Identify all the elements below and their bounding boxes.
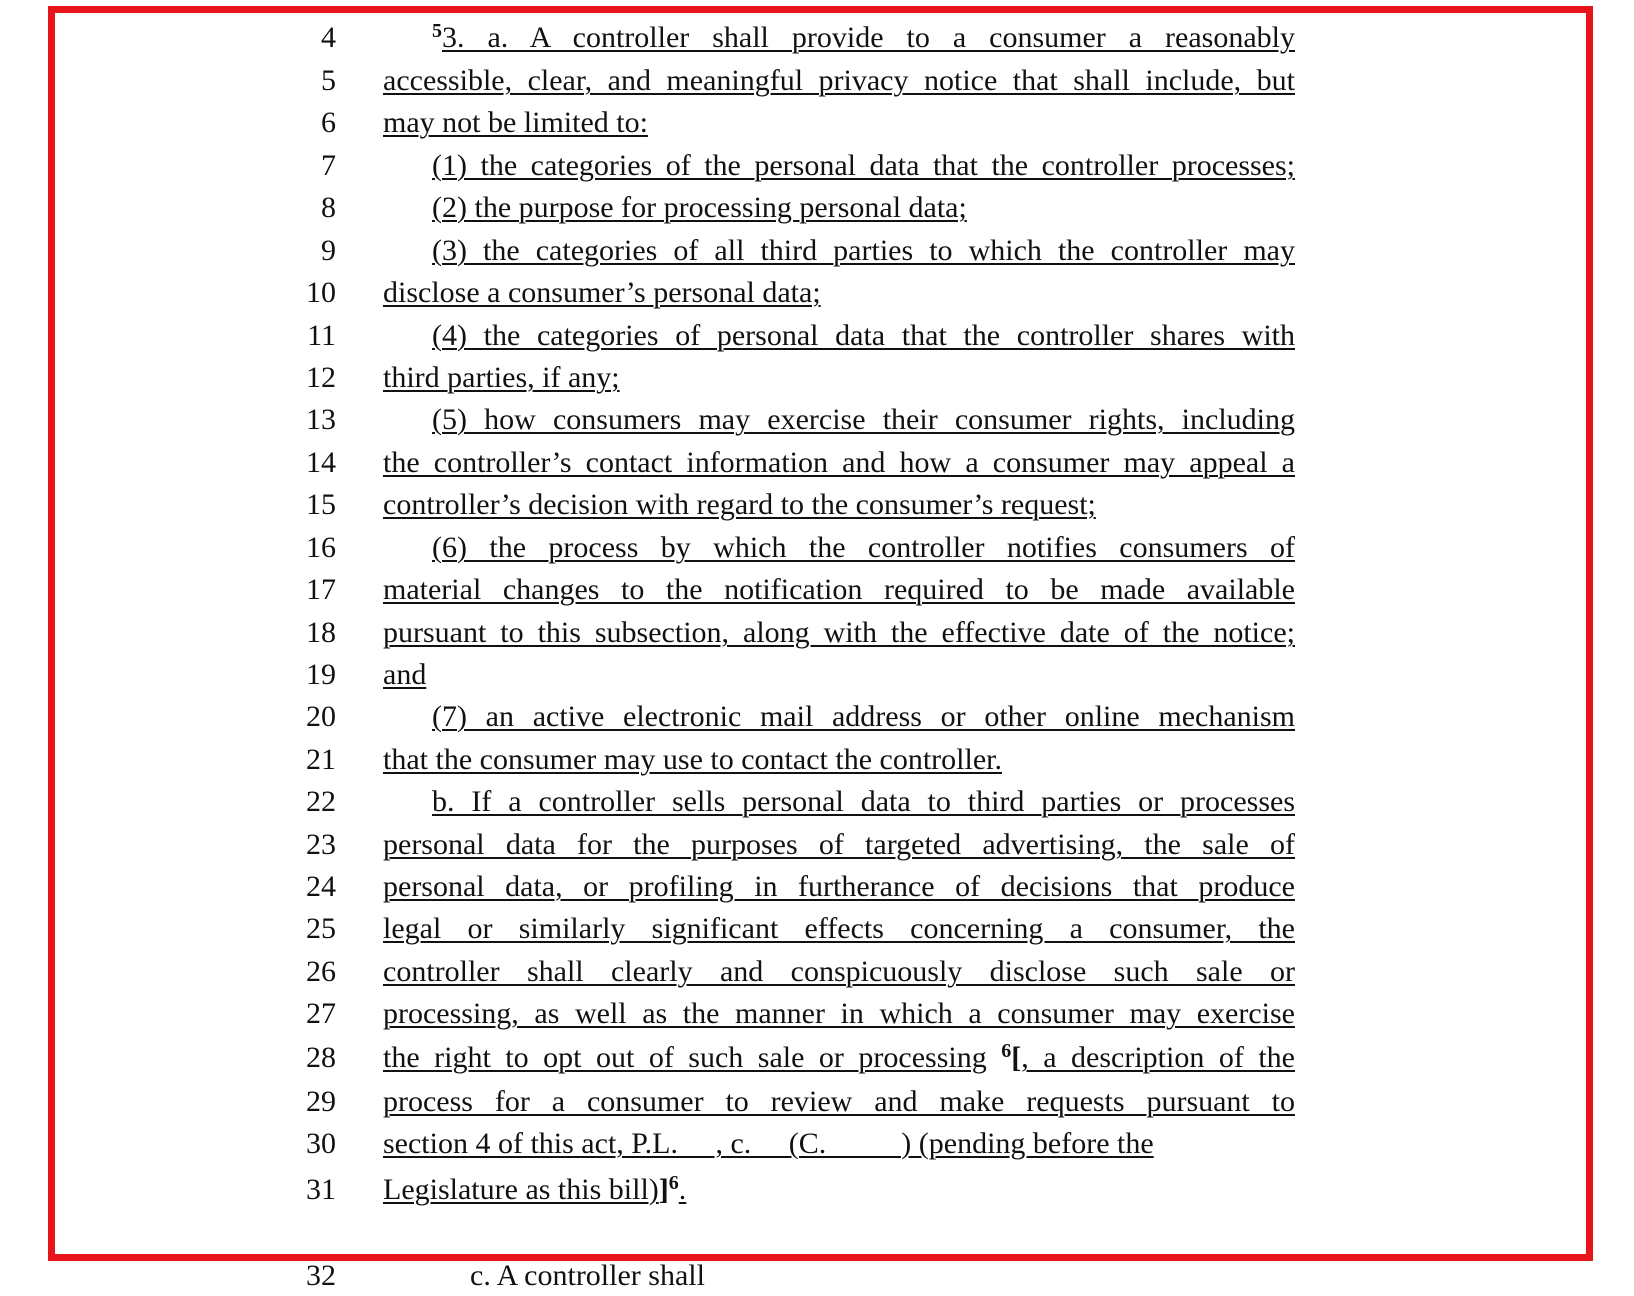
line-19 [0, 655, 1634, 699]
line-number: 22 [306, 785, 336, 818]
line-text: and [383, 658, 427, 691]
line-27 [0, 994, 1634, 1038]
line-32-cutoff [280, 1256, 336, 1292]
line-text: the right to opt out of such sale or processing $^6$[, a description of the [383, 1040, 1295, 1074]
line-number: 12 [306, 361, 336, 394]
line-text: the controller’s contact information and how a consumer may appeal a [383, 446, 1295, 479]
line-text: personal data, or profiling in furtherance of decisions that produce [383, 870, 1295, 903]
line-29 [0, 1082, 1634, 1126]
line-text: controller shall clearly and conspicuously disclose such sale or [383, 955, 1295, 988]
amendment-marker: 6 [1001, 1040, 1012, 1062]
line-text: third parties, if any; [383, 361, 620, 394]
line-12 [0, 358, 1634, 402]
line-number: 24 [306, 870, 336, 903]
line-text: legal or similarly significant effects concerning a consumer, the [383, 912, 1295, 945]
line-text: (5) how consumers may exercise their consumer rights, including [432, 403, 1295, 436]
line-4 [0, 18, 1634, 62]
line-number: 26 [306, 955, 336, 988]
line-text: may not be limited to: [383, 106, 648, 139]
line-26 [0, 952, 1634, 996]
line-30 [0, 1124, 1634, 1168]
line-21 [0, 740, 1634, 784]
line-number: 8 [321, 191, 336, 224]
line-24 [0, 867, 1634, 911]
line-16 [0, 528, 1634, 572]
line-text: (7) an active electronic mail address or other online mechanism [432, 700, 1295, 733]
line-20 [0, 697, 1634, 741]
line-text: that the consumer may use to contact the controller. [383, 743, 1002, 776]
line-31 [0, 1170, 1634, 1214]
line-text: (2) the purpose for processing personal data; [432, 191, 967, 224]
line-number: 27 [306, 997, 336, 1030]
line-number: 32 [306, 1259, 336, 1292]
line-text: Legislature as this bill)]$^6$. [383, 1172, 687, 1206]
line-number: 25 [306, 912, 336, 945]
line-5 [0, 61, 1634, 105]
line-number: 7 [321, 149, 336, 182]
line-number: 31 [306, 1173, 336, 1206]
line-number: 11 [307, 319, 336, 352]
line-number: 16 [306, 531, 336, 564]
line-text: disclose a consumer’s personal data; [383, 276, 821, 309]
line-number: 5 [321, 64, 336, 97]
line-32-text-cutoff [470, 1256, 705, 1292]
line-9 [0, 231, 1634, 275]
line-number: 6 [321, 106, 336, 139]
line-number: 14 [306, 446, 336, 479]
line-text: material changes to the notification required to be made available [383, 573, 1295, 606]
line-number: 23 [306, 828, 336, 861]
line-text: (4) the categories of personal data that the controller shares with [432, 319, 1295, 352]
line-number: 10 [306, 276, 336, 309]
amendment-marker: 6 [668, 1172, 679, 1194]
line-17 [0, 570, 1634, 614]
line-number: 29 [306, 1085, 336, 1118]
line-text: processing, as well as the manner in which a consumer may exercise [383, 997, 1295, 1030]
line-text: pursuant to this subsection, along with the effective date of the notice; [383, 616, 1295, 649]
line-text: process for a consumer to review and make requests pursuant to [383, 1085, 1295, 1118]
line-number: 4 [321, 21, 336, 54]
line-text: accessible, clear, and meaningful privacy notice that shall include, but [383, 64, 1295, 97]
line-text: b. If a controller sells personal data to third parties or processes [432, 785, 1295, 818]
line-28 [0, 1038, 1634, 1082]
line-number: 28 [306, 1041, 336, 1074]
line-14 [0, 443, 1634, 487]
line-number: 9 [321, 234, 336, 267]
line-number: 15 [306, 488, 336, 521]
line-text: section 4 of this act, P.L. , c. (C. ) (pending before the [383, 1127, 1154, 1160]
line-number: 21 [306, 743, 336, 776]
bracket-open: [ [1011, 1041, 1022, 1074]
line-text: personal data for the purposes of targeted advertising, the sale of [383, 828, 1295, 861]
line-11 [0, 316, 1634, 360]
line-8 [0, 188, 1634, 232]
bracket-close: ] [658, 1173, 669, 1206]
line-13 [0, 400, 1634, 444]
line-text: $^5$3. a. A controller shall provide to a consumer a reasonably [432, 20, 1295, 54]
line-number: 18 [306, 616, 336, 649]
line-10 [0, 273, 1634, 317]
line-text: (6) the process by which the controller notifies consumers of [432, 531, 1295, 564]
amendment-marker: 5 [432, 20, 442, 42]
line-text: (1) the categories of the personal data that the controller processes; [432, 149, 1295, 182]
line-15 [0, 485, 1634, 529]
line-number: 13 [306, 403, 336, 436]
line-7 [0, 146, 1634, 190]
line-text: c. A controller shall [470, 1259, 705, 1292]
line-text: controller’s decision with regard to the consumer’s request; [383, 488, 1096, 521]
line-18 [0, 613, 1634, 657]
line-number: 20 [306, 700, 336, 733]
line-number: 17 [306, 573, 336, 606]
line-6 [0, 103, 1634, 147]
line-22 [0, 782, 1634, 826]
line-25 [0, 909, 1634, 953]
line-number: 19 [306, 658, 336, 691]
line-number: 30 [306, 1127, 336, 1160]
line-23 [0, 825, 1634, 869]
line-text: (3) the categories of all third parties to which the controller may [432, 234, 1295, 267]
